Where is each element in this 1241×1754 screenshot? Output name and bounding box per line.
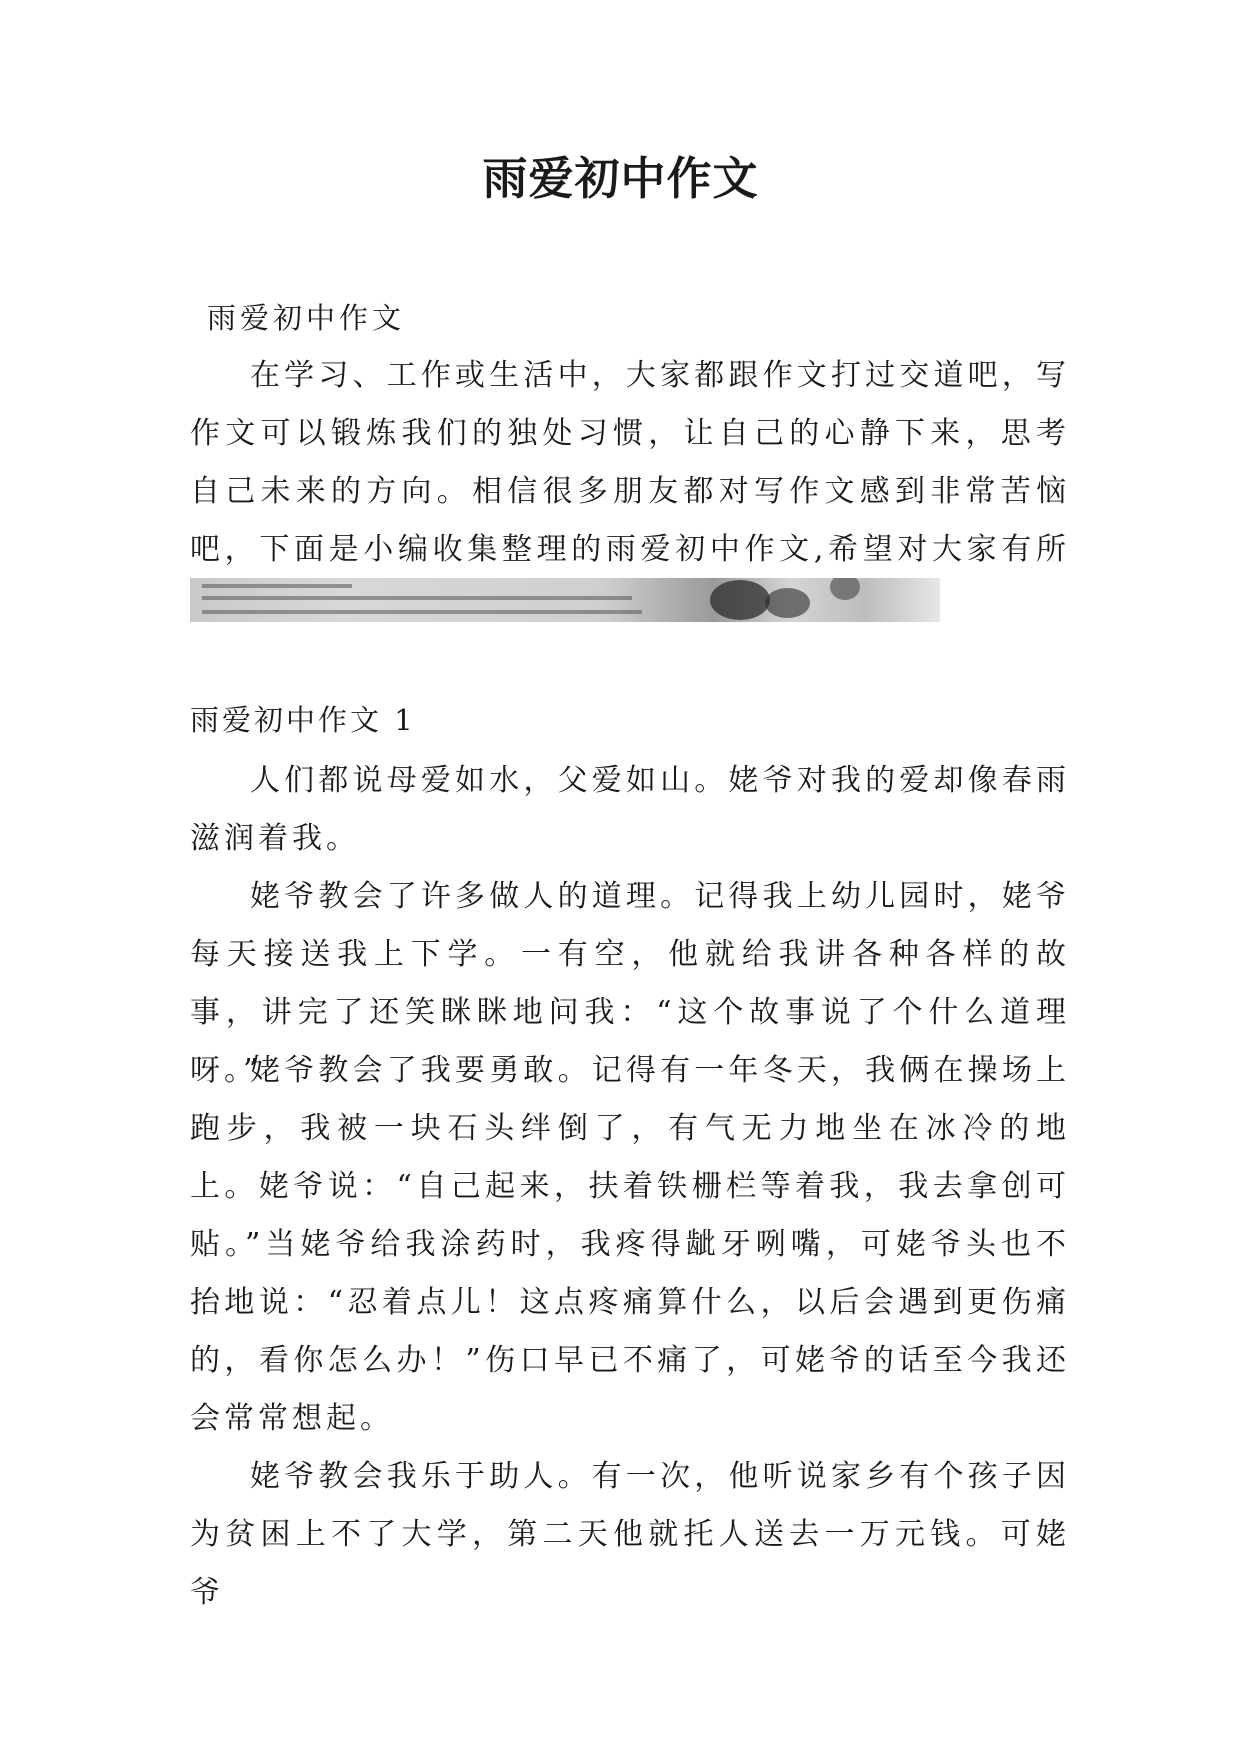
figure-text-line <box>202 584 352 588</box>
paragraph: 姥爷教会了许多做人的道理。记得我上幼儿园时，姥爷每天接送我上下学。一有空，他就给我讲各种各样的故事，讲完了还笑眯眯地问我：“这个故事说了个什么道理呀。” <box>190 879 1070 1088</box>
figure-text-line <box>202 596 632 600</box>
document-subtitle: 雨爱初中作文 <box>207 301 406 335</box>
section-title: 雨爱初中作文 1 <box>190 703 416 737</box>
figure-ink-painting <box>830 578 860 600</box>
figure-ink-painting <box>765 588 810 618</box>
figure-ink-painting <box>710 580 770 620</box>
intro-paragraph: 在学习、工作或生活中，大家都跟作文打过交道吧，写作文可以锻炼我们的独处习惯，让自己的心静下来，思考自己未来的方向。相信很多朋友都对写作文感到非常苦恼吧，下面是小编收集整理的雨爱初中作文,希望对大家有所 <box>190 358 1070 567</box>
paragraph: 姥爷教会了我要勇敢。记得有一年冬天，我俩在操场上跑步，我被一块石头绊倒了，有气无力地坐在冰冷的地上。姥爷说：“自己起来，扶着铁栅栏等着我，我去拿创可贴。”当姥爷给我涂药时，我疼得龇牙咧嘴，可姥爷头也不抬地说：“忍着点儿！这点疼痛算什么，以后会遇到更伤痛的，看你怎么办！”伤口早已不痛了，可姥爷的话至今我还会常常想起。 <box>190 1053 1070 1436</box>
figure-text-line <box>202 610 642 614</box>
document-title: 雨爱初中作文 <box>482 152 759 205</box>
paragraph: 人们都说母爱如水，父爱如山。姥爷对我的爱却像春雨滋润着我。 <box>190 763 1070 856</box>
scanned-textbook-image <box>190 578 940 622</box>
paragraph: 姥爷教会我乐于助人。有一次，他听说家乡有个孩子因为贫困上不了大学，第二天他就托人送去一万元钱。可姥爷 <box>190 1459 1070 1610</box>
